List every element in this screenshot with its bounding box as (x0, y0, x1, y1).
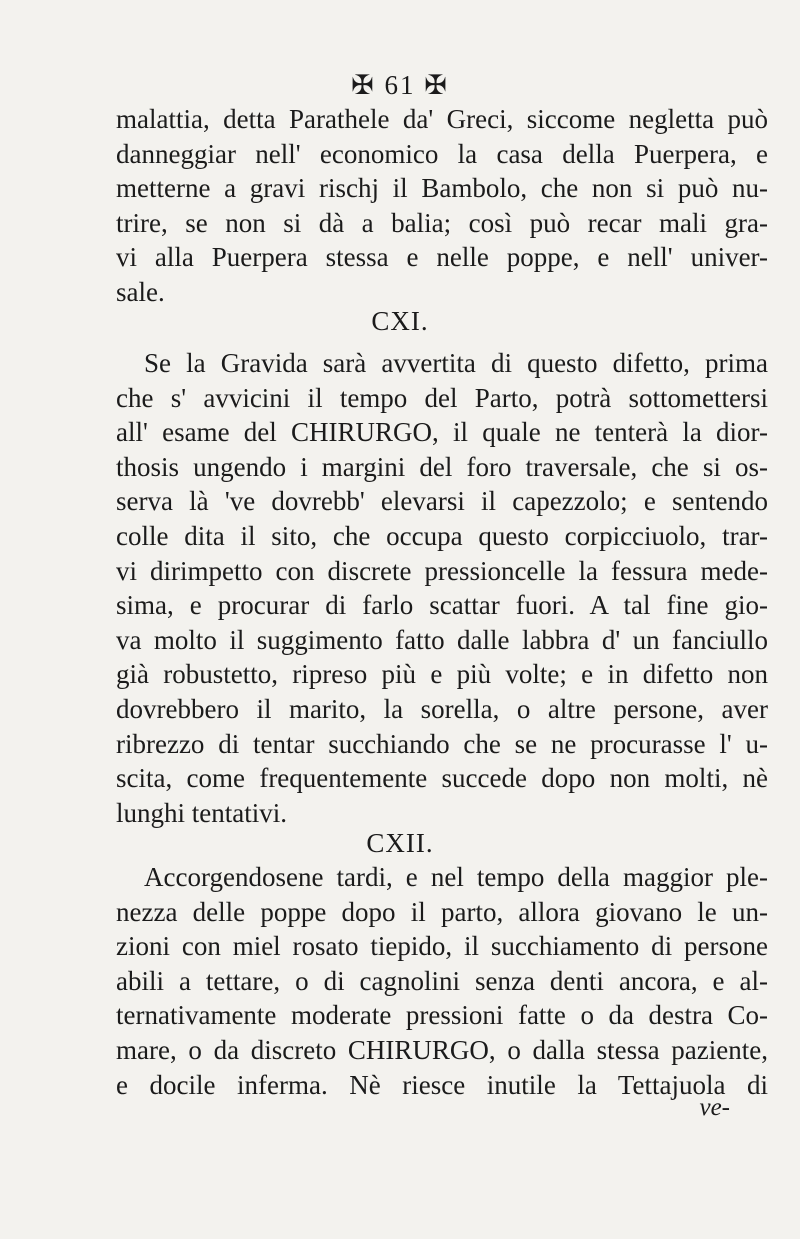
text-line: trire, se non si dà a balia; così può recar mali gra- (116, 207, 768, 238)
text-line: mare, o da discreto CHIRURGO, o dalla stessa paziente, (116, 1034, 768, 1065)
text-line: lunghi tentativi. (116, 797, 287, 828)
text-line: sale. (116, 276, 165, 307)
paragraph-2 (116, 346, 768, 830)
text-line: vi alla Puerpera stessa e nelle poppe, e nell' univer- (116, 242, 768, 273)
text-line: ribrezzo di tentar succhiando che se ne procurasse l' u- (116, 728, 768, 759)
text-line: zioni con miel rosato tiepido, il succhiamento di persone (116, 931, 768, 962)
paragraph-1 (116, 102, 768, 310)
text-line: ternativamente moderate pressioni fatte o da destra Co- (116, 1000, 768, 1031)
text-line: Se la Gravida sarà avvertita di questo difetto, prima (144, 348, 768, 378)
text-line: nezza delle poppe dopo il parto, allora giovano le un- (116, 896, 768, 927)
section-heading-cxii: CXII. (366, 828, 434, 858)
text-line: colle dita il sito, che occupa questo corpicciuolo, trar- (116, 520, 768, 551)
text-line: Accorgendosene tardi, e nel tempo della maggior ple- (144, 862, 768, 892)
text-line: che s' avvicini il tempo del Parto, potrà sottomettersi (116, 382, 768, 413)
text-line: va molto il suggimento fatto dalle labbra d' un fanciullo (116, 624, 768, 655)
text-line: già robustetto, ripreso più e più volte; e in difetto non (116, 659, 768, 690)
page-header: ✠ 61 ✠ (351, 70, 449, 100)
text-line: scita, come frequentemente succede dopo non molti, nè (116, 763, 768, 794)
text-line: malattia, detta Parathele da' Greci, siccome negletta può (116, 104, 768, 134)
text-line: abili a tettare, o di cagnolini senza denti ancora, e al- (116, 965, 768, 996)
text-line: danneggiar nell' economico la casa della Puerpera, e (116, 138, 768, 169)
text-line: e docile inferma. Nè riesce inutile la Tettajuola di (116, 1069, 768, 1100)
section-heading-cxi: CXI. (371, 306, 429, 336)
text-line: metterne a gravi rischj il Bambolo, che non si può nu- (116, 173, 768, 204)
text-line: serva là 've dovrebb' elevarsi il capezzolo; e sentendo (116, 486, 768, 517)
text-line: dovrebbero il marito, la sorella, o altre persone, aver (116, 693, 768, 724)
text-line: sima, e procurar di farlo scattar fuori. A tal fine gio- (116, 590, 768, 621)
text-line: vi dirimpetto con discrete pressioncelle la fessura mede- (116, 555, 768, 586)
text-line: thosis ungendo i margini del foro traversale, che si os- (116, 451, 768, 482)
paragraph-3 (116, 860, 768, 1102)
catchword: ve- (699, 1094, 730, 1121)
text-line: all' esame del CHIRURGO, il quale ne tenterà la dior- (116, 417, 768, 448)
